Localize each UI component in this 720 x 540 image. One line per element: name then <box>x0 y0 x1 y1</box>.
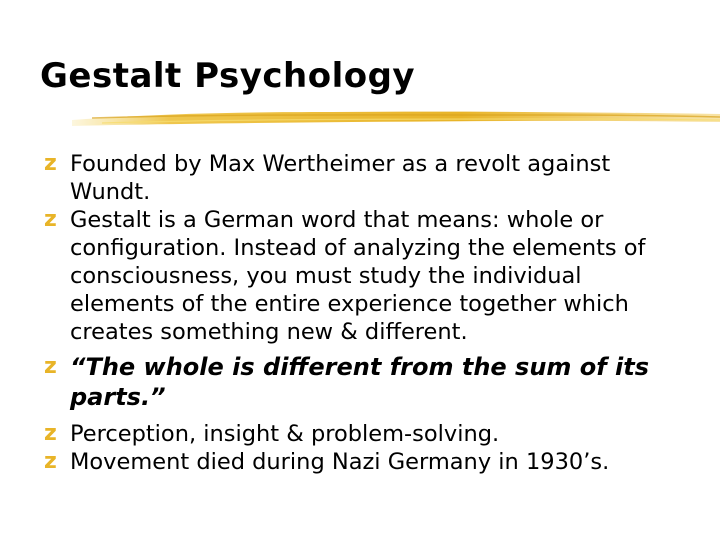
bullet-text: Gestalt is a German word that means: whole or configuration. Instead of analyzing the elements of consciousness, you must study the individual elements of the entire experience together which creates something new & different. <box>70 207 646 345</box>
bullet-marker-icon: z <box>44 449 57 474</box>
bullet-text: Movement died during Nazi Germany in 1930’s. <box>70 449 610 475</box>
bullet-item <box>44 206 684 346</box>
bullet-marker-icon: z <box>44 207 57 232</box>
bullet-list <box>44 150 684 476</box>
bullet-text: Founded by Max Wertheimer as a revolt against Wundt. <box>70 151 611 205</box>
bullet-text: “The whole is different from the sum of its parts.” <box>70 353 650 411</box>
bullet-marker-icon: z <box>44 151 57 176</box>
bullet-marker-icon: z <box>44 354 57 379</box>
slide-title: Gestalt Psychology <box>40 56 416 96</box>
bullet-marker-icon: z <box>44 421 57 446</box>
bullet-item <box>44 150 684 206</box>
bullet-item <box>44 448 684 476</box>
title-underline-brush <box>72 104 720 130</box>
bullet-text: Perception, insight & problem-solving. <box>70 421 500 447</box>
bullet-item <box>44 420 684 448</box>
bullet-item-quote <box>44 352 684 412</box>
